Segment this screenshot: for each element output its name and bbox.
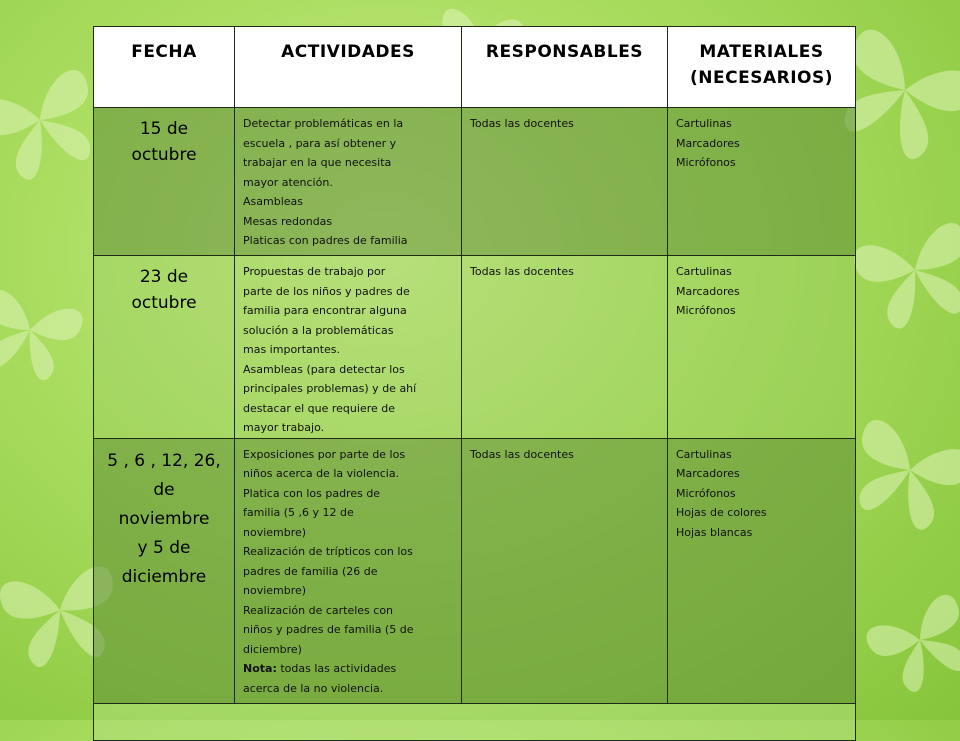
- actividad-line: Detectar problemáticas en la: [243, 117, 404, 130]
- nota-line-end: acerca de la no violencia.: [243, 681, 384, 695]
- fecha-cell: [94, 108, 235, 256]
- empty-cell: [94, 703, 856, 740]
- fecha-cell: [94, 438, 235, 703]
- material-item: Marcadores: [676, 136, 740, 150]
- actividad-line: Realización de trípticos con los: [243, 545, 413, 558]
- material-item: Micrófonos: [676, 486, 736, 500]
- responsables-cell: [462, 108, 668, 256]
- responsables-text: Todas las docentes: [470, 117, 574, 130]
- planning-table-container: [93, 26, 855, 720]
- actividad-line: familia para encontrar alguna: [243, 304, 407, 317]
- header-actividades: ACTIVIDADES: [235, 27, 462, 108]
- header-responsables: RESPONSABLES: [462, 27, 668, 108]
- header-fecha: FECHA: [94, 27, 235, 108]
- actividad-line: padres de familia (26 de: [243, 564, 378, 578]
- actividad-line: mayor atención.: [243, 175, 333, 189]
- actividad-line: trabajar en la que necesita: [243, 156, 392, 169]
- actividad-line: Propuestas de trabajo por: [243, 265, 386, 278]
- material-item: Micrófonos: [676, 156, 736, 169]
- material-item: Marcadores: [676, 284, 740, 298]
- actividad-line: Asambleas (para detectar los: [243, 362, 405, 376]
- actividad-line: solución a la problemáticas: [243, 323, 394, 337]
- nota-text: todas las actividades: [276, 662, 397, 675]
- actividad-line: diciembre): [243, 642, 302, 656]
- actividad-line: parte de los niños y padres de: [243, 284, 410, 298]
- material-item: Cartulinas: [676, 447, 732, 461]
- fecha-line: y 5 de: [137, 537, 191, 558]
- material-item: Cartulinas: [676, 117, 732, 130]
- materiales-cell: [668, 256, 856, 439]
- fecha-cell: [94, 256, 235, 439]
- actividad-line: noviembre): [243, 525, 307, 539]
- nota-line: [243, 659, 453, 679]
- fecha-line: de: [153, 479, 175, 500]
- actividad-line: niños acerca de la violencia.: [243, 467, 400, 480]
- actividad-line: Platica con los padres de: [243, 486, 381, 500]
- responsables-cell: [462, 438, 668, 703]
- actividad-line: mas importantes.: [243, 343, 341, 356]
- planning-table: [93, 26, 856, 741]
- material-item: Micrófonos: [676, 304, 736, 317]
- material-item: Marcadores: [676, 467, 740, 480]
- fecha-line: noviembre: [118, 508, 210, 529]
- fecha-line: 5 , 6 , 12, 26,: [107, 450, 221, 471]
- actividad-line: escuela , para así obtener y: [243, 136, 397, 150]
- material-item: Cartulinas: [676, 265, 732, 278]
- table-row: [94, 256, 856, 439]
- actividad-line: niños y padres de familia (5 de: [243, 623, 414, 636]
- materiales-cell: [668, 108, 856, 256]
- table-row: [94, 438, 856, 703]
- responsables-cell: [462, 256, 668, 439]
- actividades-cell: [235, 438, 462, 703]
- actividad-line: Asambleas: [243, 195, 303, 208]
- actividad-line: principales problemas) y de ahí: [243, 382, 417, 395]
- actividad-line: Realización de carteles con: [243, 603, 394, 617]
- nota-label: Nota:: [243, 662, 277, 675]
- header-row: [94, 27, 856, 108]
- empty-row: [94, 703, 856, 740]
- fecha-line: octubre: [131, 293, 197, 313]
- fecha-line: 15 de: [139, 119, 189, 139]
- actividad-line: familia (5 ,6 y 12 de: [243, 506, 354, 519]
- header-materiales: MATERIALES (NECESARIOS): [668, 27, 856, 108]
- responsables-text: Todas las docentes: [470, 265, 574, 278]
- actividad-line: destacar el que requiere de: [243, 401, 396, 415]
- material-item: Hojas blancas: [676, 525, 753, 539]
- actividad-line: Mesas redondas: [243, 214, 333, 228]
- table-row: [94, 108, 856, 256]
- actividad-line: Platicas con padres de familia: [243, 234, 408, 247]
- actividades-cell: [235, 108, 462, 256]
- materiales-cell: [668, 438, 856, 703]
- material-item: Hojas de colores: [676, 506, 767, 519]
- actividad-line: mayor trabajo.: [243, 421, 325, 434]
- actividad-line: noviembre): [243, 584, 307, 597]
- fecha-line: octubre: [131, 145, 197, 165]
- responsables-text: Todas las docentes: [470, 447, 574, 461]
- actividades-cell: [235, 256, 462, 439]
- actividad-line: Exposiciones por parte de los: [243, 447, 406, 461]
- fecha-line: diciembre: [121, 566, 207, 587]
- fecha-line: 23 de: [139, 267, 189, 287]
